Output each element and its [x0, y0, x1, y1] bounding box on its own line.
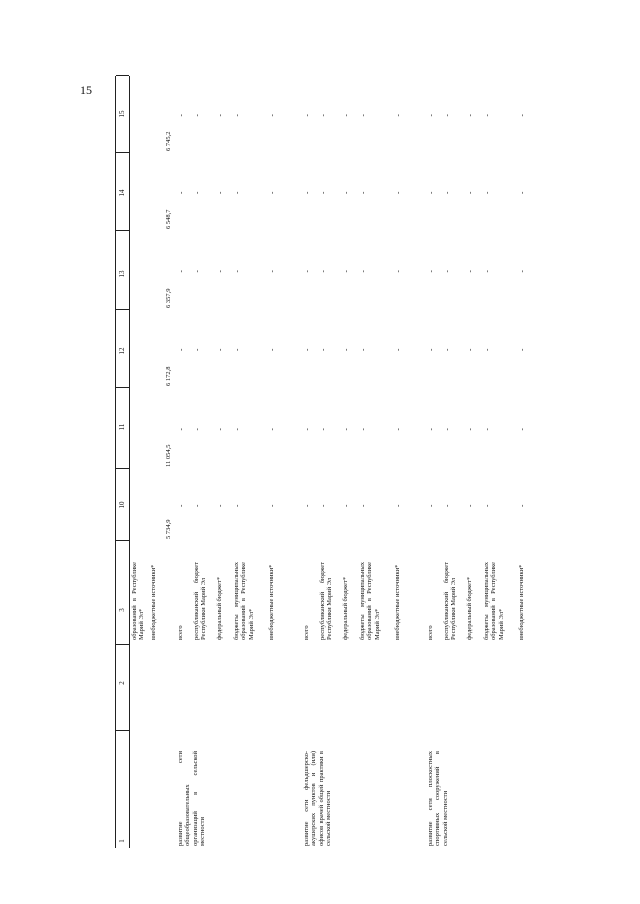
value-cell: -	[518, 191, 526, 194]
value-cell: -	[319, 270, 327, 273]
value-cell: -	[268, 114, 276, 117]
value-cell: -	[518, 348, 526, 351]
value-cell: -	[427, 114, 435, 117]
source-label: всего	[303, 625, 310, 640]
source-label: федеральный бюджет*	[466, 576, 473, 640]
table-header	[115, 76, 130, 848]
header-cell-3: 3	[118, 608, 126, 612]
value-cell: -	[359, 191, 367, 194]
value-cell: -	[466, 270, 474, 273]
value-cell: -	[518, 114, 526, 117]
value-cell: -	[342, 114, 350, 117]
source-label: внебюджетные источники*	[518, 564, 525, 640]
value-cell: -	[177, 428, 185, 431]
value-cell: -	[216, 348, 224, 351]
value-cell: -	[483, 428, 491, 431]
source-label: внебюджетные источники*	[150, 564, 157, 640]
value-cell: -	[466, 504, 474, 507]
header-divider	[116, 468, 129, 469]
header-cell-11: 11	[118, 423, 126, 431]
value-cell: -	[193, 270, 201, 273]
value-cell: -	[216, 270, 224, 273]
value-cell: -	[427, 504, 435, 507]
header-cell-14: 14	[118, 189, 126, 197]
value-cell: -	[394, 504, 402, 507]
value-cell: -	[342, 270, 350, 273]
header-divider	[116, 540, 129, 541]
value-cell: -	[303, 348, 311, 351]
header-divider	[116, 387, 129, 388]
value-cell: -	[233, 504, 241, 507]
source-label: бюджеты муниципальных образований в Республике Марий Эл*	[233, 562, 255, 640]
value-cell: -	[342, 191, 350, 194]
header-divider	[116, 644, 129, 645]
value-cell: -	[303, 270, 311, 273]
value-cell: -	[216, 114, 224, 117]
value-cell: -	[319, 114, 327, 117]
value-cell: -	[216, 428, 224, 431]
value-cell: -	[193, 504, 201, 507]
value-cell: -	[427, 191, 435, 194]
value-cell: -	[483, 191, 491, 194]
value-cell: -	[303, 114, 311, 117]
value-cell: -	[177, 348, 185, 351]
value-cell: -	[466, 348, 474, 351]
header-cell-1: 1	[118, 839, 126, 843]
value-cell: -	[394, 270, 402, 273]
value-cell: -	[359, 504, 367, 507]
value-cell: -	[233, 348, 241, 351]
source-label: федеральный бюджет*	[342, 576, 349, 640]
value-cell: -	[394, 191, 402, 194]
header-cell-12: 12	[118, 347, 126, 355]
source-label: внебюджетные источники*	[394, 564, 401, 640]
source-label: всего	[427, 625, 434, 640]
value-cell: -	[319, 191, 327, 194]
page-number: 15	[80, 83, 92, 97]
source-label: образований в Республике Марий Эл*	[131, 562, 146, 640]
value-cell: -	[233, 114, 241, 117]
value-cell: -	[303, 504, 311, 507]
value-cell: -	[518, 428, 526, 431]
value-cell: 6 548,7	[165, 209, 172, 229]
value-cell: -	[443, 428, 451, 431]
value-cell: -	[483, 114, 491, 117]
header-cell-10: 10	[118, 501, 126, 509]
value-cell: -	[443, 270, 451, 273]
header-divider	[116, 75, 129, 76]
value-cell: -	[394, 114, 402, 117]
value-cell: -	[177, 270, 185, 273]
header-cell-2: 2	[118, 681, 126, 685]
header-divider	[116, 309, 129, 310]
value-cell: -	[427, 348, 435, 351]
value-cell: -	[303, 428, 311, 431]
value-cell: -	[342, 504, 350, 507]
value-cell: -	[359, 114, 367, 117]
header-cell-13: 13	[118, 270, 126, 278]
source-label: бюджеты муниципальных образований в Республике Марий Эл*	[359, 562, 381, 640]
source-label: внебюджетные источники*	[268, 564, 275, 640]
value-cell: -	[427, 428, 435, 431]
value-cell: -	[268, 348, 276, 351]
direction-label: развитие сети плоскостных спортивных сооружений в сельской местности	[427, 751, 449, 846]
value-cell: -	[359, 428, 367, 431]
source-label: всего	[177, 625, 184, 640]
value-cell: 6 745,2	[165, 131, 172, 151]
rotated-table	[115, 76, 530, 848]
source-label: республиканский бюджет Республики Марий Эл	[319, 562, 334, 640]
value-cell: -	[483, 504, 491, 507]
value-cell: -	[233, 270, 241, 273]
value-cell: -	[394, 428, 402, 431]
value-cell: 11 054,5	[165, 444, 172, 467]
value-cell: -	[359, 348, 367, 351]
value-cell: -	[518, 270, 526, 273]
value-cell: -	[177, 191, 185, 194]
direction-label: развитие сети общеобразовательных организаций в сельской местности	[177, 751, 207, 846]
value-cell: -	[483, 348, 491, 351]
value-cell: -	[216, 191, 224, 194]
value-cell: -	[466, 428, 474, 431]
value-cell: -	[268, 428, 276, 431]
value-cell: -	[268, 191, 276, 194]
value-cell: -	[443, 191, 451, 194]
header-cell-15: 15	[118, 110, 126, 118]
value-cell: -	[518, 504, 526, 507]
value-cell: -	[233, 428, 241, 431]
value-cell: -	[342, 348, 350, 351]
value-cell: -	[177, 114, 185, 117]
value-cell: -	[483, 270, 491, 273]
value-cell: -	[342, 428, 350, 431]
value-cell: -	[466, 191, 474, 194]
header-divider	[116, 730, 129, 731]
value-cell: -	[443, 504, 451, 507]
value-cell: -	[394, 348, 402, 351]
source-label: республиканский бюджет Республики Марий Эл	[443, 562, 458, 640]
value-cell: -	[466, 114, 474, 117]
value-cell: -	[303, 191, 311, 194]
value-cell: -	[177, 504, 185, 507]
value-cell: -	[193, 191, 201, 194]
value-cell: 5 734,9	[165, 519, 172, 539]
value-cell: -	[193, 428, 201, 431]
value-cell: -	[268, 270, 276, 273]
value-cell: -	[319, 428, 327, 431]
value-cell: -	[359, 270, 367, 273]
value-cell: -	[233, 191, 241, 194]
value-cell: -	[319, 504, 327, 507]
direction-label: развитие сети фельдшерско-акушерских пунктов и (или) офисов врачей общей практики в сельской местности	[303, 751, 333, 846]
value-cell: 6 172,8	[165, 366, 172, 386]
value-cell: -	[193, 348, 201, 351]
value-cell: -	[443, 114, 451, 117]
value-cell: -	[443, 348, 451, 351]
header-divider	[116, 230, 129, 231]
value-cell: -	[216, 504, 224, 507]
header-divider	[116, 152, 129, 153]
value-cell: -	[268, 504, 276, 507]
source-label: республиканский бюджет Республики Марий Эл	[193, 562, 208, 640]
source-label: бюджеты муниципальных образований в Республике Марий Эл*	[483, 562, 505, 640]
value-cell: 6 357,9	[165, 288, 172, 308]
value-cell: -	[193, 114, 201, 117]
value-cell: -	[427, 270, 435, 273]
source-label: федеральный бюджет*	[216, 576, 223, 640]
value-cell: -	[319, 348, 327, 351]
